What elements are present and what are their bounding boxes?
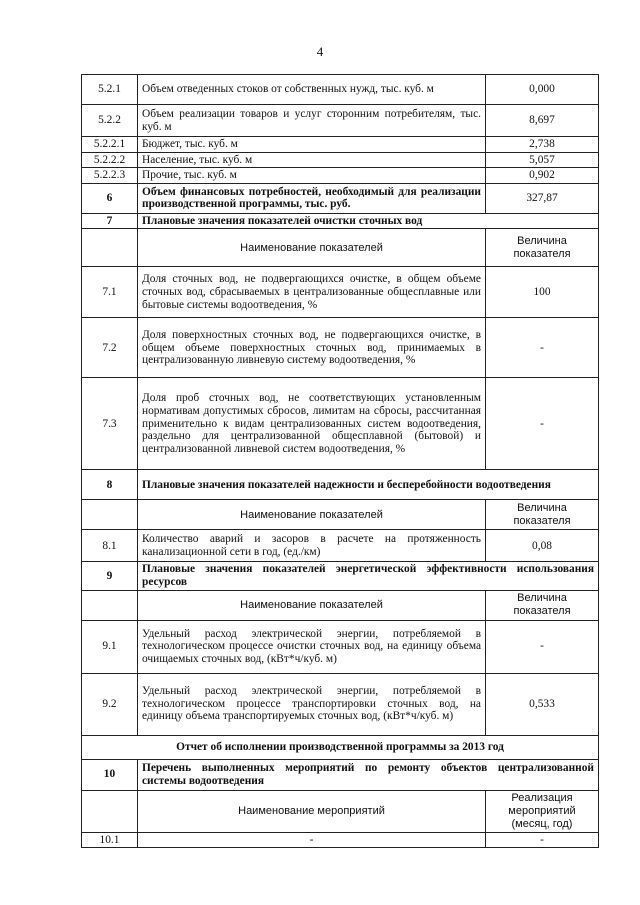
row-number: 7.2: [82, 318, 138, 378]
table-row: [82, 530, 599, 562]
section-number: 8: [82, 470, 138, 500]
row-value: -: [486, 318, 599, 378]
column-header-value: Величина показателя: [486, 229, 599, 267]
column-header-name: Наименование мероприятий: [138, 790, 486, 832]
report-title-row: [82, 735, 599, 759]
row-name: Доля проб сточных вод, не соответствующих установленным нормативам допустимых сбросов, лимитам на сбросы, рассчитанная применительно к видам централизованных систем водоотведения, раздельно для централизованной общесплавной (бытовой) и централизованной ливневой систем водоотведения, %: [138, 378, 486, 470]
row-name: Удельный расход электрической энергии, потребляемой в технологическом процессе очистки сточных вод, на единицу объема очищаемых сточных вод, (кВт*ч/куб. м): [138, 620, 486, 673]
row-name: Удельный расход электрической энергии, потребляемой в технологическом процессе транспортировки сточных вод, на единицу объема транспортируемых сточных вод, (кВт*ч/куб. м): [138, 673, 486, 735]
table-row: [82, 152, 599, 168]
row-value: 0,08: [486, 530, 599, 562]
column-header-value: Величина показателя: [486, 590, 599, 620]
table-row: [82, 168, 599, 184]
row-name: Доля сточных вод, не подвергающихся очистке, в общем объеме сточных вод, сбрасываемых в централизованные общесплавные или бытовые системы водоотведения, %: [138, 267, 486, 318]
row-number: 7.1: [82, 267, 138, 318]
section-title: Плановые значения показателей энергетической эффективности использования ресурсов: [138, 562, 599, 590]
table-row: [82, 620, 599, 673]
row-value: 0,902: [486, 168, 599, 184]
column-header-name: Наименование показателей: [138, 590, 486, 620]
row-value: 100: [486, 267, 599, 318]
row-name: Население, тыс. куб. м: [138, 152, 486, 168]
column-header-row: [82, 590, 599, 620]
row-value: 327,87: [486, 183, 599, 213]
row-value: 0,000: [486, 75, 599, 105]
table-row: [82, 267, 599, 318]
indicators-table: [81, 74, 599, 848]
row-value: -: [486, 832, 599, 848]
section-row: [82, 470, 599, 500]
row-value: 8,697: [486, 105, 599, 137]
table-row: [82, 137, 599, 153]
row-name: Доля поверхностных сточных вод, не подвергающихся очистке, в общем объеме поверхностных сточных вод, принимаемых в централизованную ливневую систему водоотведения, %: [138, 318, 486, 378]
row-number: 5.2.2.1: [82, 137, 138, 153]
report-title: Отчет об исполнении производственной программы за 2013 год: [82, 735, 599, 759]
section-number: 9: [82, 562, 138, 590]
column-header-row: [82, 790, 599, 832]
column-header-value: Реализация мероприятий (месяц, год): [486, 790, 599, 832]
row-name: Бюджет, тыс. куб. м: [138, 137, 486, 153]
row-value: 5,057: [486, 152, 599, 168]
row-value: 0,533: [486, 673, 599, 735]
row-name: Прочие, тыс. куб. м: [138, 168, 486, 184]
row-name: Объем финансовых потребностей, необходимый для реализации производственной программы, тыс. руб.: [138, 183, 486, 213]
row-number: 8.1: [82, 530, 138, 562]
column-header-value: Величина показателя: [486, 500, 599, 530]
section-title: Плановые значения показателей очистки сточных вод: [138, 213, 599, 229]
table-row: [82, 183, 599, 213]
section-number: 10: [82, 759, 138, 790]
table-row: [82, 378, 599, 470]
section-row: [82, 759, 599, 790]
row-number: 9.2: [82, 673, 138, 735]
row-value: -: [486, 620, 599, 673]
row-number: 6: [82, 183, 138, 213]
section-number: 7: [82, 213, 138, 229]
row-number: 5.2.2: [82, 105, 138, 137]
row-value: 2,738: [486, 137, 599, 153]
page-number: 4: [316, 44, 324, 59]
table-row: [82, 105, 599, 137]
row-name: -: [138, 832, 486, 848]
row-number: 5.2.2.3: [82, 168, 138, 184]
row-name: Объем реализации товаров и услуг сторонним потребителям, тыс. куб. м: [138, 105, 486, 137]
column-header-name: Наименование показателей: [138, 229, 486, 267]
column-header-row: [82, 229, 599, 267]
section-title: Плановые значения показателей надежности и бесперебойности водоотведения: [138, 470, 599, 500]
row-number: 7.3: [82, 378, 138, 470]
table-row: [82, 673, 599, 735]
row-value: -: [486, 378, 599, 470]
column-header-name: Наименование показателей: [138, 500, 486, 530]
table-row: [82, 318, 599, 378]
row-name: Объем отведенных стоков от собственных нужд, тыс. куб. м: [138, 75, 486, 105]
row-number: 10.1: [82, 832, 138, 848]
row-number: 5.2.2.2: [82, 152, 138, 168]
table-row: [82, 75, 599, 105]
row-number: 9.1: [82, 620, 138, 673]
table-row: [82, 832, 599, 848]
column-header-row: [82, 500, 599, 530]
section-row: [82, 213, 599, 229]
section-title: Перечень выполненных мероприятий по ремонту объектов централизованной системы водоотведения: [138, 759, 599, 790]
row-number: 5.2.1: [82, 75, 138, 105]
section-row: [82, 562, 599, 590]
row-name: Количество аварий и засоров в расчете на протяженность канализационной сети в год, (ед./км): [138, 530, 486, 562]
